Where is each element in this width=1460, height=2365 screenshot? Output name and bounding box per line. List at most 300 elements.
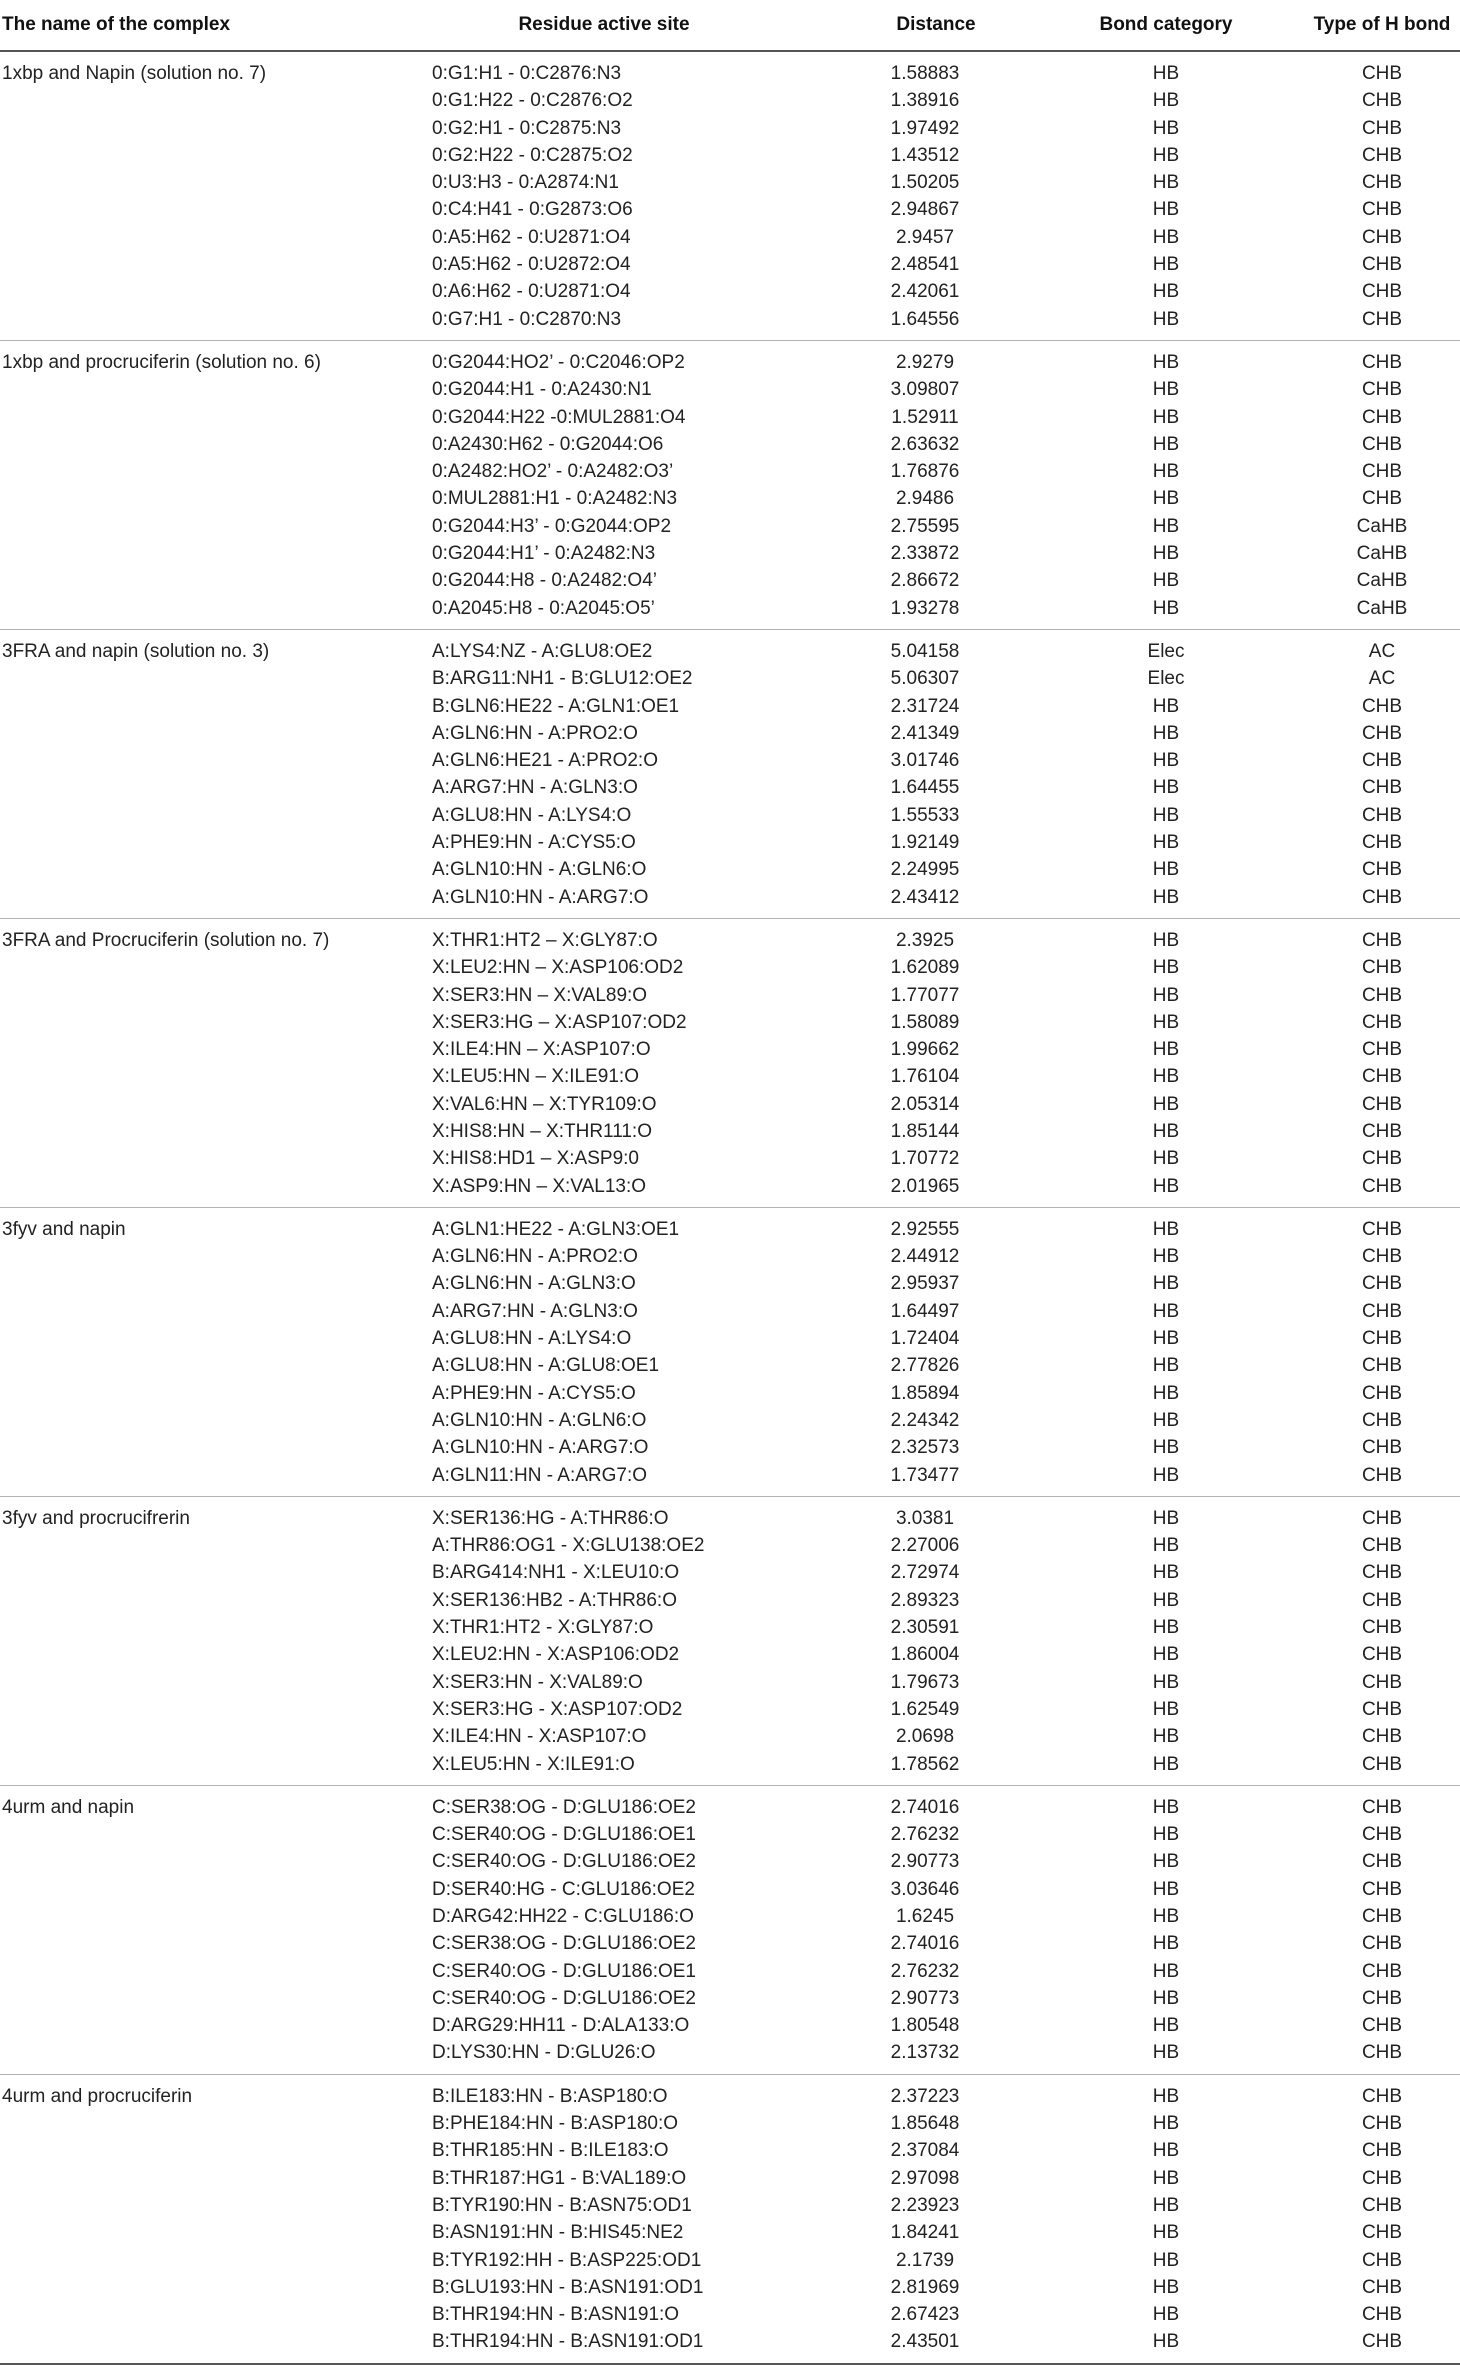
complex-name-cell: 3FRA and Procruciferin (solution no. 7) [2, 929, 330, 951]
residue-site-cell: 0:G2044:H3’ - 0:G2044:OP2 [432, 515, 672, 537]
bond-category-cell: HB [1152, 543, 1180, 565]
distance-cell: 2.72974 [890, 1562, 960, 1584]
bond-category-cell: HB [1058, 1173, 1274, 1208]
residue-site-cell: A:ARG7:HN - A:GLN3:O [432, 1300, 638, 1322]
table-row [0, 1614, 1460, 1641]
distance-cell: 1.92149 [890, 832, 960, 854]
hbond-type-cell: CHB [1361, 2249, 1403, 2271]
table-row [0, 1009, 1460, 1036]
hbond-type-cell: CHB [1361, 1535, 1403, 1557]
bond-category-cell: HB [1152, 254, 1180, 276]
bond-category-cell: HB [1152, 957, 1180, 979]
hbond-type-cell: CHB [1361, 2113, 1403, 2135]
residue-site-cell: B:ASN191:HN - B:HIS45:NE2 [432, 2222, 684, 2244]
residue-site-cell: X:ILE4:HN - X:ASP107:O [432, 1726, 647, 1748]
distance-cell: 2.9279 [895, 351, 955, 373]
distance-cell: 2.05314 [890, 1093, 960, 1115]
distance-cell: 1.78562 [792, 1751, 1058, 1786]
distance-cell: 1.84241 [890, 2222, 960, 2244]
residue-site-cell: 0:A2430:H62 - 0:G2044:O6 [432, 433, 664, 455]
table-row [0, 747, 1460, 774]
bond-category-cell: HB [1152, 2015, 1180, 2037]
residue-site-cell: C:SER40:OG - D:GLU186:OE2 [432, 1987, 696, 2009]
table-row [0, 1532, 1460, 1559]
residue-site-cell: B:TYR190:HN - B:ASN75:OD1 [432, 2194, 692, 2216]
distance-cell: 1.70772 [890, 1148, 960, 1170]
residue-site-cell: C:SER38:OG - D:GLU186:OE2 [432, 1933, 696, 1955]
bond-category-cell: HB [1152, 1906, 1180, 1927]
hbond-type-cell: CHB [1274, 884, 1460, 919]
hbond-type-cell: CaHB [1356, 515, 1408, 537]
complex-name-cell [0, 1751, 416, 1786]
hbond-type-cell: CHB [1361, 433, 1403, 455]
hbond-type-cell: CHB [1361, 1698, 1403, 1720]
residue-site-cell: D:LYS30:HN - D:GLU26:O [416, 2039, 792, 2074]
hbond-type-cell: CHB [1361, 2167, 1403, 2189]
complex-group [0, 629, 1460, 918]
table-row [0, 1091, 1460, 1118]
hbond-type-cell: CHB [1361, 1273, 1403, 1295]
hbond-type-cell: CHB [1361, 172, 1403, 194]
bond-category-cell: HB [1152, 2249, 1180, 2271]
bond-category-cell: HB [1152, 406, 1180, 428]
complex-name-cell [0, 1063, 416, 1090]
complex-name-cell [0, 1848, 416, 1875]
complex-name-cell [0, 1462, 416, 1497]
complex-name-cell [0, 540, 416, 567]
hbond-type-cell: CHB [1361, 281, 1403, 303]
complex-name-cell [0, 2137, 416, 2164]
distance-cell: 3.0381 [895, 1507, 955, 1529]
complex-name-cell [0, 1559, 416, 1586]
bond-category-cell: Elec [1147, 640, 1185, 662]
table-row [0, 1407, 1460, 1434]
hbond-type-cell: CHB [1361, 1824, 1403, 1846]
residue-site-cell: A:PHE9:HN - A:CYS5:O [432, 832, 636, 854]
hbond-type-cell: CHB [1361, 1507, 1403, 1529]
complex-name-cell [0, 1298, 416, 1325]
bond-category-cell: HB [1058, 1751, 1274, 1786]
hbond-type-cell: CHB [1361, 226, 1403, 248]
residue-site-cell: A:GLU8:HN - A:GLU8:OE1 [432, 1355, 660, 1377]
bond-category-cell: HB [1152, 1851, 1180, 1873]
distance-cell: 2.37223 [890, 2085, 960, 2107]
bond-category-cell: HB [1152, 1437, 1180, 1459]
table-row [0, 51, 1460, 87]
distance-cell: 2.9457 [895, 226, 955, 248]
bond-category-cell: HB [1152, 1011, 1180, 1033]
bond-category-cell: HB [1152, 433, 1180, 455]
complex-name-cell [0, 1532, 416, 1559]
bond-category-cell: HB [1152, 351, 1180, 373]
table-row [0, 196, 1460, 223]
table-row [0, 224, 1460, 251]
table-row [0, 1751, 1460, 1786]
complex-name-cell [0, 747, 416, 774]
residue-site-cell: X:SER3:HN - X:VAL89:O [432, 1671, 643, 1693]
distance-cell: 1.52911 [891, 406, 959, 428]
hbond-type-cell: CHB [1361, 777, 1403, 799]
bond-category-cell: HB [1152, 488, 1180, 510]
distance-cell: 1.76104 [890, 1066, 960, 1088]
bond-category-cell: HB [1152, 1617, 1180, 1639]
residue-site-cell: A:GLN6:HN - A:PRO2:O [432, 722, 638, 744]
residue-site-cell: B:ARG11:NH1 - B:GLU12:OE2 [432, 668, 693, 690]
table-row [0, 2328, 1460, 2363]
table-row [0, 458, 1460, 485]
table-row [0, 1559, 1460, 1586]
bond-category-cell: HB [1152, 1218, 1180, 1240]
complex-name-cell [0, 1903, 416, 1930]
distance-cell: 2.76232 [890, 1824, 960, 1846]
residue-site-cell: A:GLN6:HN - A:GLN3:O [432, 1273, 636, 1295]
bond-category-cell: HB [1152, 1382, 1180, 1404]
distance-cell: 2.90773 [890, 1987, 960, 2009]
hbond-type-cell: CHB [1361, 750, 1403, 772]
hbond-type-cell: CHB [1361, 2276, 1403, 2298]
hbond-type-cell: CHB [1361, 832, 1403, 854]
table-row [0, 1298, 1460, 1325]
complex-name-cell [0, 693, 416, 720]
bond-category-cell: HB [1152, 63, 1180, 84]
distance-cell: 1.72404 [890, 1328, 960, 1350]
distance-cell: 1.62549 [890, 1698, 960, 1720]
hbond-type-cell: CHB [1361, 1409, 1403, 1431]
hbond-type-cell: AC [1368, 640, 1396, 662]
hbond-type-cell: CHB [1361, 1066, 1403, 1088]
complex-name-cell [0, 87, 416, 114]
table-row [0, 115, 1460, 142]
hbond-type-cell: CHB [1361, 2222, 1403, 2244]
residue-site-cell: A:GLN11:HN - A:ARG7:O [416, 1462, 792, 1497]
hbond-type-cell: CHB [1361, 1355, 1403, 1377]
complex-name-cell [0, 1118, 416, 1145]
table-row [0, 2301, 1460, 2328]
complex-name-cell [0, 1821, 416, 1848]
table-row [0, 1848, 1460, 1875]
distance-cell: 2.89323 [890, 1589, 960, 1611]
bond-category-cell: HB [1058, 595, 1274, 630]
hbond-type-cell: CaHB [1356, 570, 1408, 592]
distance-cell: 2.75595 [890, 515, 960, 537]
hbond-type-cell: CHB [1361, 984, 1403, 1006]
bond-category-cell: HB [1152, 1698, 1180, 1720]
table-row [0, 513, 1460, 540]
bond-category-cell: HB [1152, 281, 1180, 303]
distance-cell: 1.50205 [890, 172, 960, 194]
bond-category-cell: HB [1152, 144, 1180, 166]
residue-site-cell: B:TYR192:HH - B:ASP225:OD1 [432, 2249, 702, 2271]
distance-cell: 2.77826 [890, 1355, 960, 1377]
hbond-type-cell: CHB [1361, 1671, 1403, 1693]
bond-category-cell: HB [1152, 1300, 1180, 1322]
distance-cell: 2.31724 [890, 695, 960, 717]
bond-category-cell: HB [1152, 1246, 1180, 1268]
distance-cell: 2.42061 [890, 281, 960, 303]
residue-site-cell: 0:U3:H3 - 0:A2874:N1 [432, 172, 619, 194]
header-hbond-type: Type of H bond [1274, 0, 1460, 51]
table-row [0, 2192, 1460, 2219]
table-row [0, 404, 1460, 431]
bond-category-cell: HB [1152, 1878, 1180, 1900]
residue-site-cell: X:THR1:HT2 – X:GLY87:O [432, 929, 658, 951]
table-row [0, 1723, 1460, 1750]
bond-category-cell: HB [1152, 695, 1180, 717]
residue-site-cell: B:THR194:HN - B:ASN191:O [432, 2304, 680, 2326]
table-row [0, 665, 1460, 692]
residue-site-cell: X:SER3:HG - X:ASP107:OD2 [432, 1698, 683, 1720]
distance-cell: 1.58089 [890, 1011, 960, 1033]
bond-category-cell: HB [1152, 2113, 1180, 2135]
distance-cell: 2.76232 [890, 1960, 960, 1982]
residue-site-cell: B:GLU193:HN - B:ASN191:OD1 [432, 2276, 704, 2298]
distance-cell: 2.67423 [890, 2304, 960, 2326]
distance-cell: 3.01746 [890, 750, 960, 772]
complex-group [0, 918, 1460, 1207]
complex-name-cell [0, 595, 416, 630]
bond-category-cell: HB [1152, 1328, 1180, 1350]
complex-name-cell [0, 1009, 416, 1036]
residue-site-cell: 0:G7:H1 - 0:C2870:N3 [416, 306, 792, 341]
residue-site-cell: 0:G2044:H8 - 0:A2482:O4’ [432, 570, 657, 592]
residue-site-cell: A:PHE9:HN - A:CYS5:O [432, 1382, 636, 1404]
bond-category-cell: HB [1152, 1066, 1180, 1088]
bond-category-cell: HB [1152, 2222, 1180, 2244]
residue-site-cell: A:GLN1:HE22 - A:GLN3:OE1 [432, 1218, 680, 1240]
distance-cell: 2.44912 [890, 1246, 960, 1268]
complex-name-cell [0, 485, 416, 512]
residue-site-cell: A:THR86:OG1 - X:GLU138:OE2 [432, 1535, 705, 1557]
table-row [0, 2074, 1460, 2110]
bond-category-cell: HB [1152, 1562, 1180, 1584]
hbond-type-cell: CHB [1361, 117, 1403, 139]
distance-cell: 2.13732 [792, 2039, 1058, 2074]
complex-name-cell: 3fyv and procrucifrerin [2, 1507, 190, 1529]
complex-name-cell [0, 1930, 416, 1957]
distance-cell: 2.32573 [890, 1437, 960, 1459]
table-row [0, 1496, 1460, 1532]
table-row [0, 376, 1460, 403]
table-row [0, 1434, 1460, 1461]
distance-cell: 3.03646 [890, 1878, 960, 1900]
hbond-type-cell: CHB [1361, 1960, 1403, 1982]
bond-category-cell: HB [1152, 1644, 1180, 1666]
distance-cell: 2.33872 [890, 543, 960, 565]
distance-cell: 2.74016 [890, 1796, 960, 1818]
table-row [0, 774, 1460, 801]
complex-group [0, 51, 1460, 340]
residue-site-cell: 0:A5:H62 - 0:U2871:O4 [432, 226, 631, 248]
distance-cell: 1.85648 [890, 2113, 960, 2135]
table-row [0, 142, 1460, 169]
residue-site-cell: A:GLU8:HN - A:LYS4:O [432, 804, 632, 826]
bond-category-cell: HB [1058, 2328, 1274, 2363]
distance-cell: 2.23923 [890, 2194, 960, 2216]
distance-cell: 2.48541 [890, 254, 960, 276]
residue-site-cell: 0:G1:H1 - 0:C2876:N3 [432, 63, 622, 84]
table-row [0, 340, 1460, 376]
residue-site-cell: B:ARG414:NH1 - X:LEU10:O [432, 1562, 680, 1584]
hbond-type-cell: CHB [1361, 1878, 1403, 1900]
complex-name-cell [0, 169, 416, 196]
hbond-type-cell: CHB [1361, 488, 1403, 510]
bond-category-cell: Elec [1147, 668, 1185, 690]
complex-name-cell [0, 884, 416, 919]
table-row [0, 884, 1460, 919]
residue-site-cell: D:ARG29:HH11 - D:ALA133:O [432, 2015, 690, 2037]
complex-group [0, 1207, 1460, 1496]
hbond-type-cell: CHB [1361, 1148, 1403, 1170]
hbond-type-cell: CHB [1361, 1093, 1403, 1115]
hbond-type-cell: CHB [1361, 63, 1403, 84]
distance-cell: 1.73477 [792, 1462, 1058, 1497]
complex-name-cell [0, 376, 416, 403]
distance-cell: 5.06307 [890, 668, 960, 690]
hbond-type-cell: CHB [1361, 1987, 1403, 2009]
hbond-type-cell: CHB [1361, 1589, 1403, 1611]
hbond-type-cell: CaHB [1274, 595, 1460, 630]
residue-site-cell: X:ILE4:HN – X:ASP107:O [432, 1039, 651, 1061]
residue-site-cell: B:THR187:HG1 - B:VAL189:O [432, 2167, 687, 2189]
bond-category-cell: HB [1152, 1824, 1180, 1846]
bond-category-cell: HB [1152, 1120, 1180, 1142]
distance-cell: 1.43512 [890, 144, 960, 166]
hbond-type-cell: CHB [1361, 406, 1403, 428]
hbond-type-cell: CHB [1361, 90, 1403, 112]
hbond-type-cell: CHB [1361, 1644, 1403, 1666]
table-row [0, 1380, 1460, 1407]
bond-category-cell: HB [1152, 1671, 1180, 1693]
distance-cell: 2.41349 [890, 722, 960, 744]
table-row [0, 720, 1460, 747]
distance-cell: 1.85894 [890, 1382, 960, 1404]
bond-category-cell: HB [1152, 2140, 1180, 2162]
residue-site-cell: 0:G2:H1 - 0:C2875:N3 [432, 117, 622, 139]
table-row [0, 1669, 1460, 1696]
distance-cell: 2.01965 [792, 1173, 1058, 1208]
distance-cell: 1.62089 [890, 957, 960, 979]
table-row [0, 1063, 1460, 1090]
table-row [0, 1821, 1460, 1848]
distance-cell: 1.97492 [890, 117, 960, 139]
distance-cell: 1.86004 [890, 1644, 960, 1666]
hbond-type-cell: CHB [1361, 2194, 1403, 2216]
bond-category-cell: HB [1152, 2167, 1180, 2189]
complex-name-cell [0, 251, 416, 278]
residue-site-cell: 0:A2482:HO2’ - 0:A2482:O3’ [432, 461, 674, 483]
bond-category-cell: HB [1152, 1039, 1180, 1061]
distance-cell: 5.04158 [890, 640, 960, 662]
residue-site-cell: X:HIS8:HN – X:THR111:O [432, 1120, 652, 1142]
table-row [0, 278, 1460, 305]
complex-name-cell [0, 1641, 416, 1668]
hbond-type-cell: CHB [1361, 2140, 1403, 2162]
bond-category-cell: HB [1152, 859, 1180, 881]
table-row [0, 87, 1460, 114]
complex-name-cell [0, 431, 416, 458]
complex-name-cell [0, 2110, 416, 2137]
bond-category-cell: HB [1152, 1148, 1180, 1170]
bond-category-cell: HB [1152, 1726, 1180, 1748]
bond-category-cell: HB [1152, 226, 1180, 248]
bond-category-cell: HB [1152, 1355, 1180, 1377]
complex-name-cell [0, 1091, 416, 1118]
bond-category-cell: HB [1152, 461, 1180, 483]
complex-name-cell [0, 142, 416, 169]
complex-name-cell [0, 115, 416, 142]
distance-cell: 1.93278 [792, 595, 1058, 630]
bond-category-cell: HB [1058, 2039, 1274, 2074]
bond-category-cell: HB [1152, 2194, 1180, 2216]
distance-cell: 1.64497 [890, 1300, 960, 1322]
residue-site-cell: X:LEU2:HN – X:ASP106:OD2 [432, 957, 684, 979]
bond-category-cell: HB [1152, 984, 1180, 1006]
residue-site-cell: X:VAL6:HN – X:TYR109:O [432, 1093, 657, 1115]
table-row [0, 1036, 1460, 1063]
hbond-type-cell: CHB [1361, 144, 1403, 166]
complex-name-cell [0, 404, 416, 431]
hbond-type-cell: CHB [1361, 1906, 1403, 1927]
bond-category-cell: HB [1152, 172, 1180, 194]
residue-site-cell: X:THR1:HT2 - X:GLY87:O [432, 1617, 654, 1639]
residue-site-cell: A:GLN10:HN - A:ARG7:O [432, 1437, 649, 1459]
complex-name-cell [0, 1380, 416, 1407]
residue-site-cell: C:SER40:OG - D:GLU186:OE2 [432, 1851, 696, 1873]
table-row [0, 1118, 1460, 1145]
table-row [0, 2219, 1460, 2246]
table-row [0, 856, 1460, 883]
hbond-type-cell: CHB [1361, 351, 1403, 373]
residue-site-cell: A:ARG7:HN - A:GLN3:O [432, 777, 638, 799]
hbond-type-cell: CHB [1361, 2085, 1403, 2107]
hbond-type-cell: CHB [1361, 1726, 1403, 1748]
residue-site-cell: 0:C4:H41 - 0:G2873:O6 [432, 199, 633, 221]
residue-site-cell: B:ILE183:HN - B:ASP180:O [432, 2085, 668, 2107]
hbond-type-cell: CHB [1361, 695, 1403, 717]
residue-site-cell: 0:A2045:H8 - 0:A2045:O5’ [416, 595, 792, 630]
complex-name-cell [0, 1587, 416, 1614]
hbond-type-cell: CHB [1361, 2015, 1403, 2037]
distance-cell: 2.92555 [890, 1218, 960, 1240]
complex-name-cell [0, 1696, 416, 1723]
distance-cell: 2.86672 [890, 570, 960, 592]
table-row [0, 2274, 1460, 2301]
table-row [0, 802, 1460, 829]
bond-category-cell: HB [1152, 2304, 1180, 2326]
table-row [0, 2012, 1460, 2039]
hbond-type-cell: CHB [1361, 2304, 1403, 2326]
table-row [0, 1587, 1460, 1614]
table-row [0, 1696, 1460, 1723]
bond-category-cell: HB [1152, 1507, 1180, 1529]
bond-category-cell: HB [1152, 1987, 1180, 2009]
complex-name-cell [0, 513, 416, 540]
residue-site-cell: 0:MUL2881:H1 - 0:A2482:N3 [432, 488, 678, 510]
header-site: Residue active site [416, 0, 792, 51]
table-row [0, 1985, 1460, 2012]
complex-name-cell: 3fyv and napin [2, 1218, 126, 1240]
bond-category-cell: HB [1152, 750, 1180, 772]
bond-category-cell: HB [1152, 832, 1180, 854]
hbond-type-cell: CHB [1361, 804, 1403, 826]
residue-site-cell: A:GLU8:HN - A:LYS4:O [432, 1328, 632, 1350]
hbond-type-cell: AC [1368, 668, 1396, 690]
distance-cell: 2.43501 [792, 2328, 1058, 2363]
residue-site-cell: A:GLN6:HN - A:PRO2:O [432, 1246, 638, 1268]
residue-site-cell: A:GLN6:HE21 - A:PRO2:O [432, 750, 658, 772]
complex-name-cell: 4urm and procruciferin [2, 2085, 193, 2107]
hbond-type-cell: CHB [1361, 379, 1403, 401]
